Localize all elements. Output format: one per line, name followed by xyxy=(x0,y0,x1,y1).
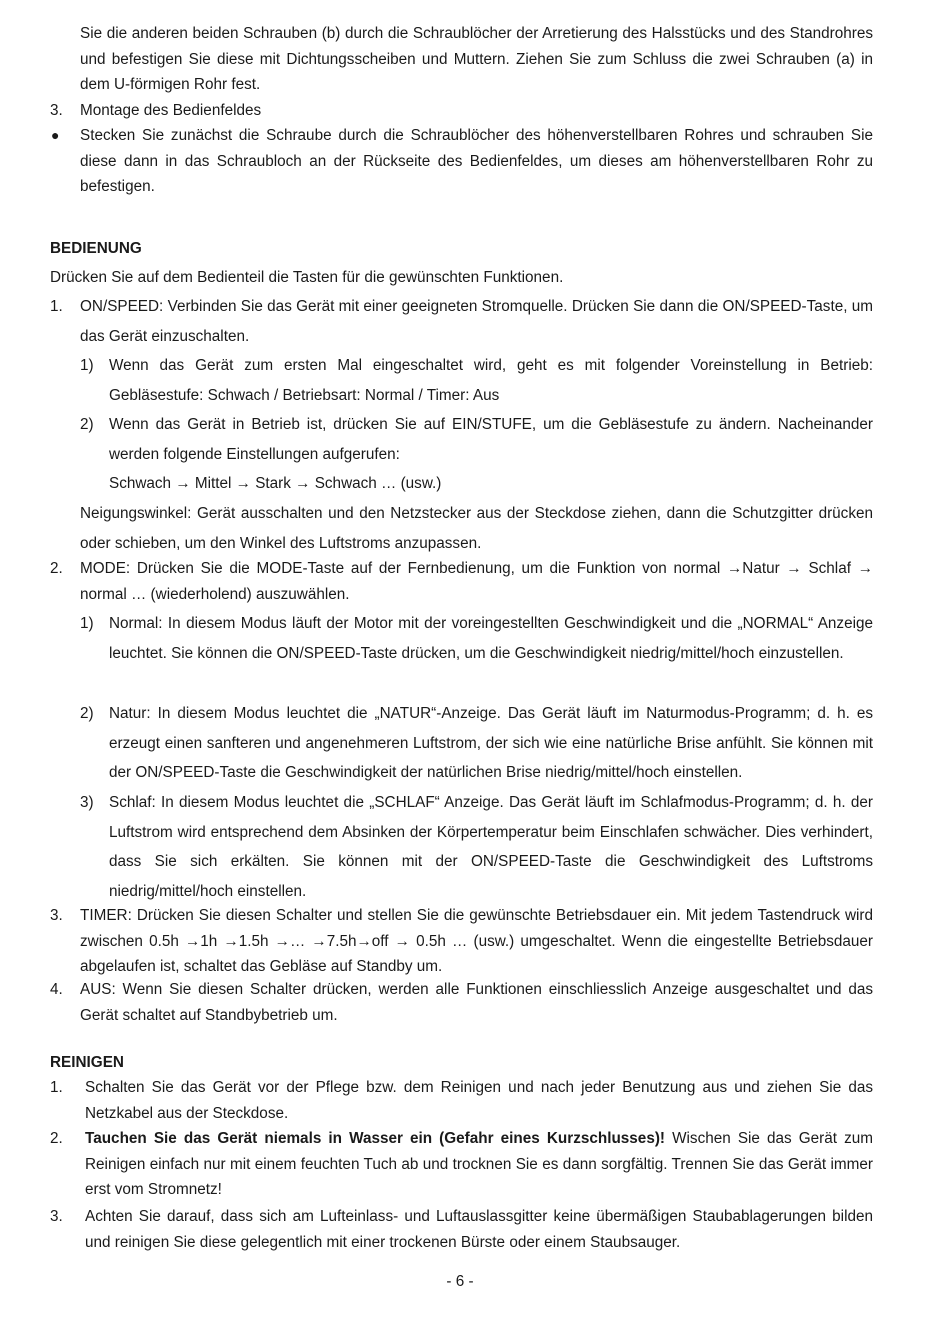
bedienung-item1-number: 1. xyxy=(50,298,63,315)
bedienung-item2-number: 2. xyxy=(50,560,63,577)
reinigen-item1-number: 1. xyxy=(50,1079,63,1096)
heading-reinigen: REINIGEN xyxy=(50,1054,124,1071)
bedienung-item1-text: ON/SPEED: Verbinden Sie das Gerät mit einer geeigneten Stromquelle. Drücken Sie dann die ON/SPEED-Taste, um das Gerät einzuschalten. xyxy=(80,298,873,345)
bedienung-item1-sub1-text: Wenn das Gerät zum ersten Mal eingeschaltet wird, geht es mit folgender Voreinstellung in Betrieb: Gebläsestufe: Schwach / Betriebsart: Normal / Timer: Aus xyxy=(109,357,873,404)
assembly-continuation-text: Sie die anderen beiden Schrauben (b) durch die Schraublöcher der Arretierung des Halsstücks und des Standrohres und befestigen Sie diese mit Dichtungsscheiben und Muttern. Ziehen Sie zum Schluss die zwei Schrauben (a) in dem U-förmigen Rohr fest. xyxy=(80,25,873,93)
heading-bedienung: BEDIENUNG xyxy=(50,240,142,257)
bedienung-item4-text: AUS: Wenn Sie diesen Schalter drücken, werden alle Funktionen einschliesslich Anzeige ausgeschaltet und das Gerät schaltet auf Standbybetrieb um. xyxy=(80,981,873,1024)
bedienung-item1-sub1-number: 1) xyxy=(80,357,94,374)
reinigen-item3-text: Achten Sie darauf, dass sich am Lufteinlass- und Luftauslassgitter keine übermäßigen Staubablagerungen bilden und reinigen Sie diese gelegentlich mit einer trockenen Bürste oder einem Staubsauger. xyxy=(85,1208,873,1251)
bedienung-item4-number: 4. xyxy=(50,981,63,998)
step3-title: Montage des Bedienfeldes xyxy=(80,102,262,119)
bedienung-item2-text: MODE: Drücken Sie die MODE-Taste auf der Fernbedienung, um die Funktion von normal →Natur → Schlaf → normal … (wiederholend) auszuwählen. xyxy=(80,560,873,603)
reinigen-item3-number: 3. xyxy=(50,1208,63,1225)
bullet-text: Stecken Sie zunächst die Schraube durch die Schraublöcher des höhenverstellbaren Rohres und schrauben Sie diese dann in das Schraubloch an der Rückseite des Bedienfeldes, um dieses am höhenverstellbaren Rohr zu befestigen. xyxy=(80,127,873,195)
bedienung-item1-sub2-number: 2) xyxy=(80,416,94,433)
bedienung-item2-sub2-number: 2) xyxy=(80,705,94,722)
reinigen-item2-body: Wischen Sie das Gerät zum Reinigen einfach nur mit einem feuchten Tuch ab und trocknen Sie es dann sorgfältig. Trennen Sie das Gerät immer erst vom Stromnetz! xyxy=(85,1130,873,1198)
bedienung-item2-sub3-number: 3) xyxy=(80,794,94,811)
bedienung-item3-text: TIMER: Drücken Sie diesen Schalter und stellen Sie die gewünschte Betriebsdauer ein. Mit jedem Tastendruck wird zwischen 0.5h →1h →1.5h →… →7.5h→off → 0.5h … (usw.) umgeschaltet. Wenn die eingestellte Betriebsdauer abgelaufen ist, schaltet das Gebläse auf Standby um. xyxy=(80,907,873,975)
reinigen-item2-number: 2. xyxy=(50,1130,63,1147)
step3-number: 3. xyxy=(50,102,63,119)
page-number: - 6 - xyxy=(446,1273,474,1290)
bedienung-item1-sub2-sequence: Schwach → Mittel → Stark → Schwach … (usw.) xyxy=(109,475,442,492)
bedienung-item1-sub2-text: Wenn das Gerät in Betrieb ist, drücken Sie auf EIN/STUFE, um die Gebläsestufe zu ändern. Nacheinander werden folgende Einstellungen aufgerufen: xyxy=(109,416,873,463)
bedienung-item2-sub1-number: 1) xyxy=(80,615,94,632)
reinigen-item1-text: Schalten Sie das Gerät vor der Pflege bzw. dem Reinigen und nach jeder Benutzung aus und ziehen Sie das Netzkabel aus der Steckdose. xyxy=(85,1079,873,1122)
bedienung-item2-sub1-text: Normal: In diesem Modus läuft der Motor mit der voreingestellten Geschwindigkeit und die „NORMAL“ Anzeige leuchtet. Sie können die ON/SPEED-Taste drücken, um die Geschwindigkeit niedrig/mittel/hoch einzustellen. xyxy=(109,615,873,662)
reinigen-item2-text xyxy=(85,1126,873,1203)
bedienung-tilt-text: Neigungswinkel: Gerät ausschalten und den Netzstecker aus der Steckdose ziehen, dann die Schutzgitter drücken oder schieben, um den Winkel des Luftstroms anzupassen. xyxy=(80,505,873,552)
reinigen-warning: Tauchen Sie das Gerät niemals in Wasser ein (Gefahr eines Kurzschlusses)! xyxy=(85,1130,666,1147)
bedienung-item3-number: 3. xyxy=(50,907,63,924)
bullet-dot: ● xyxy=(51,127,60,143)
bedienung-item2-sub3-text: Schlaf: In diesem Modus leuchtet die „SCHLAF“ Anzeige. Das Gerät läuft im Schlafmodus-Programm; d. h. der Luftstrom wird entsprechend dem Absinken der Körpertemperatur beim Einschlafen schwächer. Dies verhindert, dass Sie sich erkälten. Sie können mit der ON/SPEED-Taste die Geschwindigkeit des Luftstroms niedrig/mittel/hoch einstellen. xyxy=(109,794,873,900)
bedienung-intro: Drücken Sie auf dem Bedienteil die Tasten für die gewünschten Funktionen. xyxy=(50,269,564,286)
bedienung-item2-sub2-text: Natur: In diesem Modus leuchtet die „NATUR“-Anzeige. Das Gerät läuft im Naturmodus-Programm; d. h. es erzeugt einen sanfteren und angenehmeren Luftstrom, der sich wie eine natürliche Brise anfühlt. Sie können mit der ON/SPEED-Taste die Geschwindigkeit der natürlichen Brise niedrig/mittel/hoch einstellen. xyxy=(109,705,873,781)
